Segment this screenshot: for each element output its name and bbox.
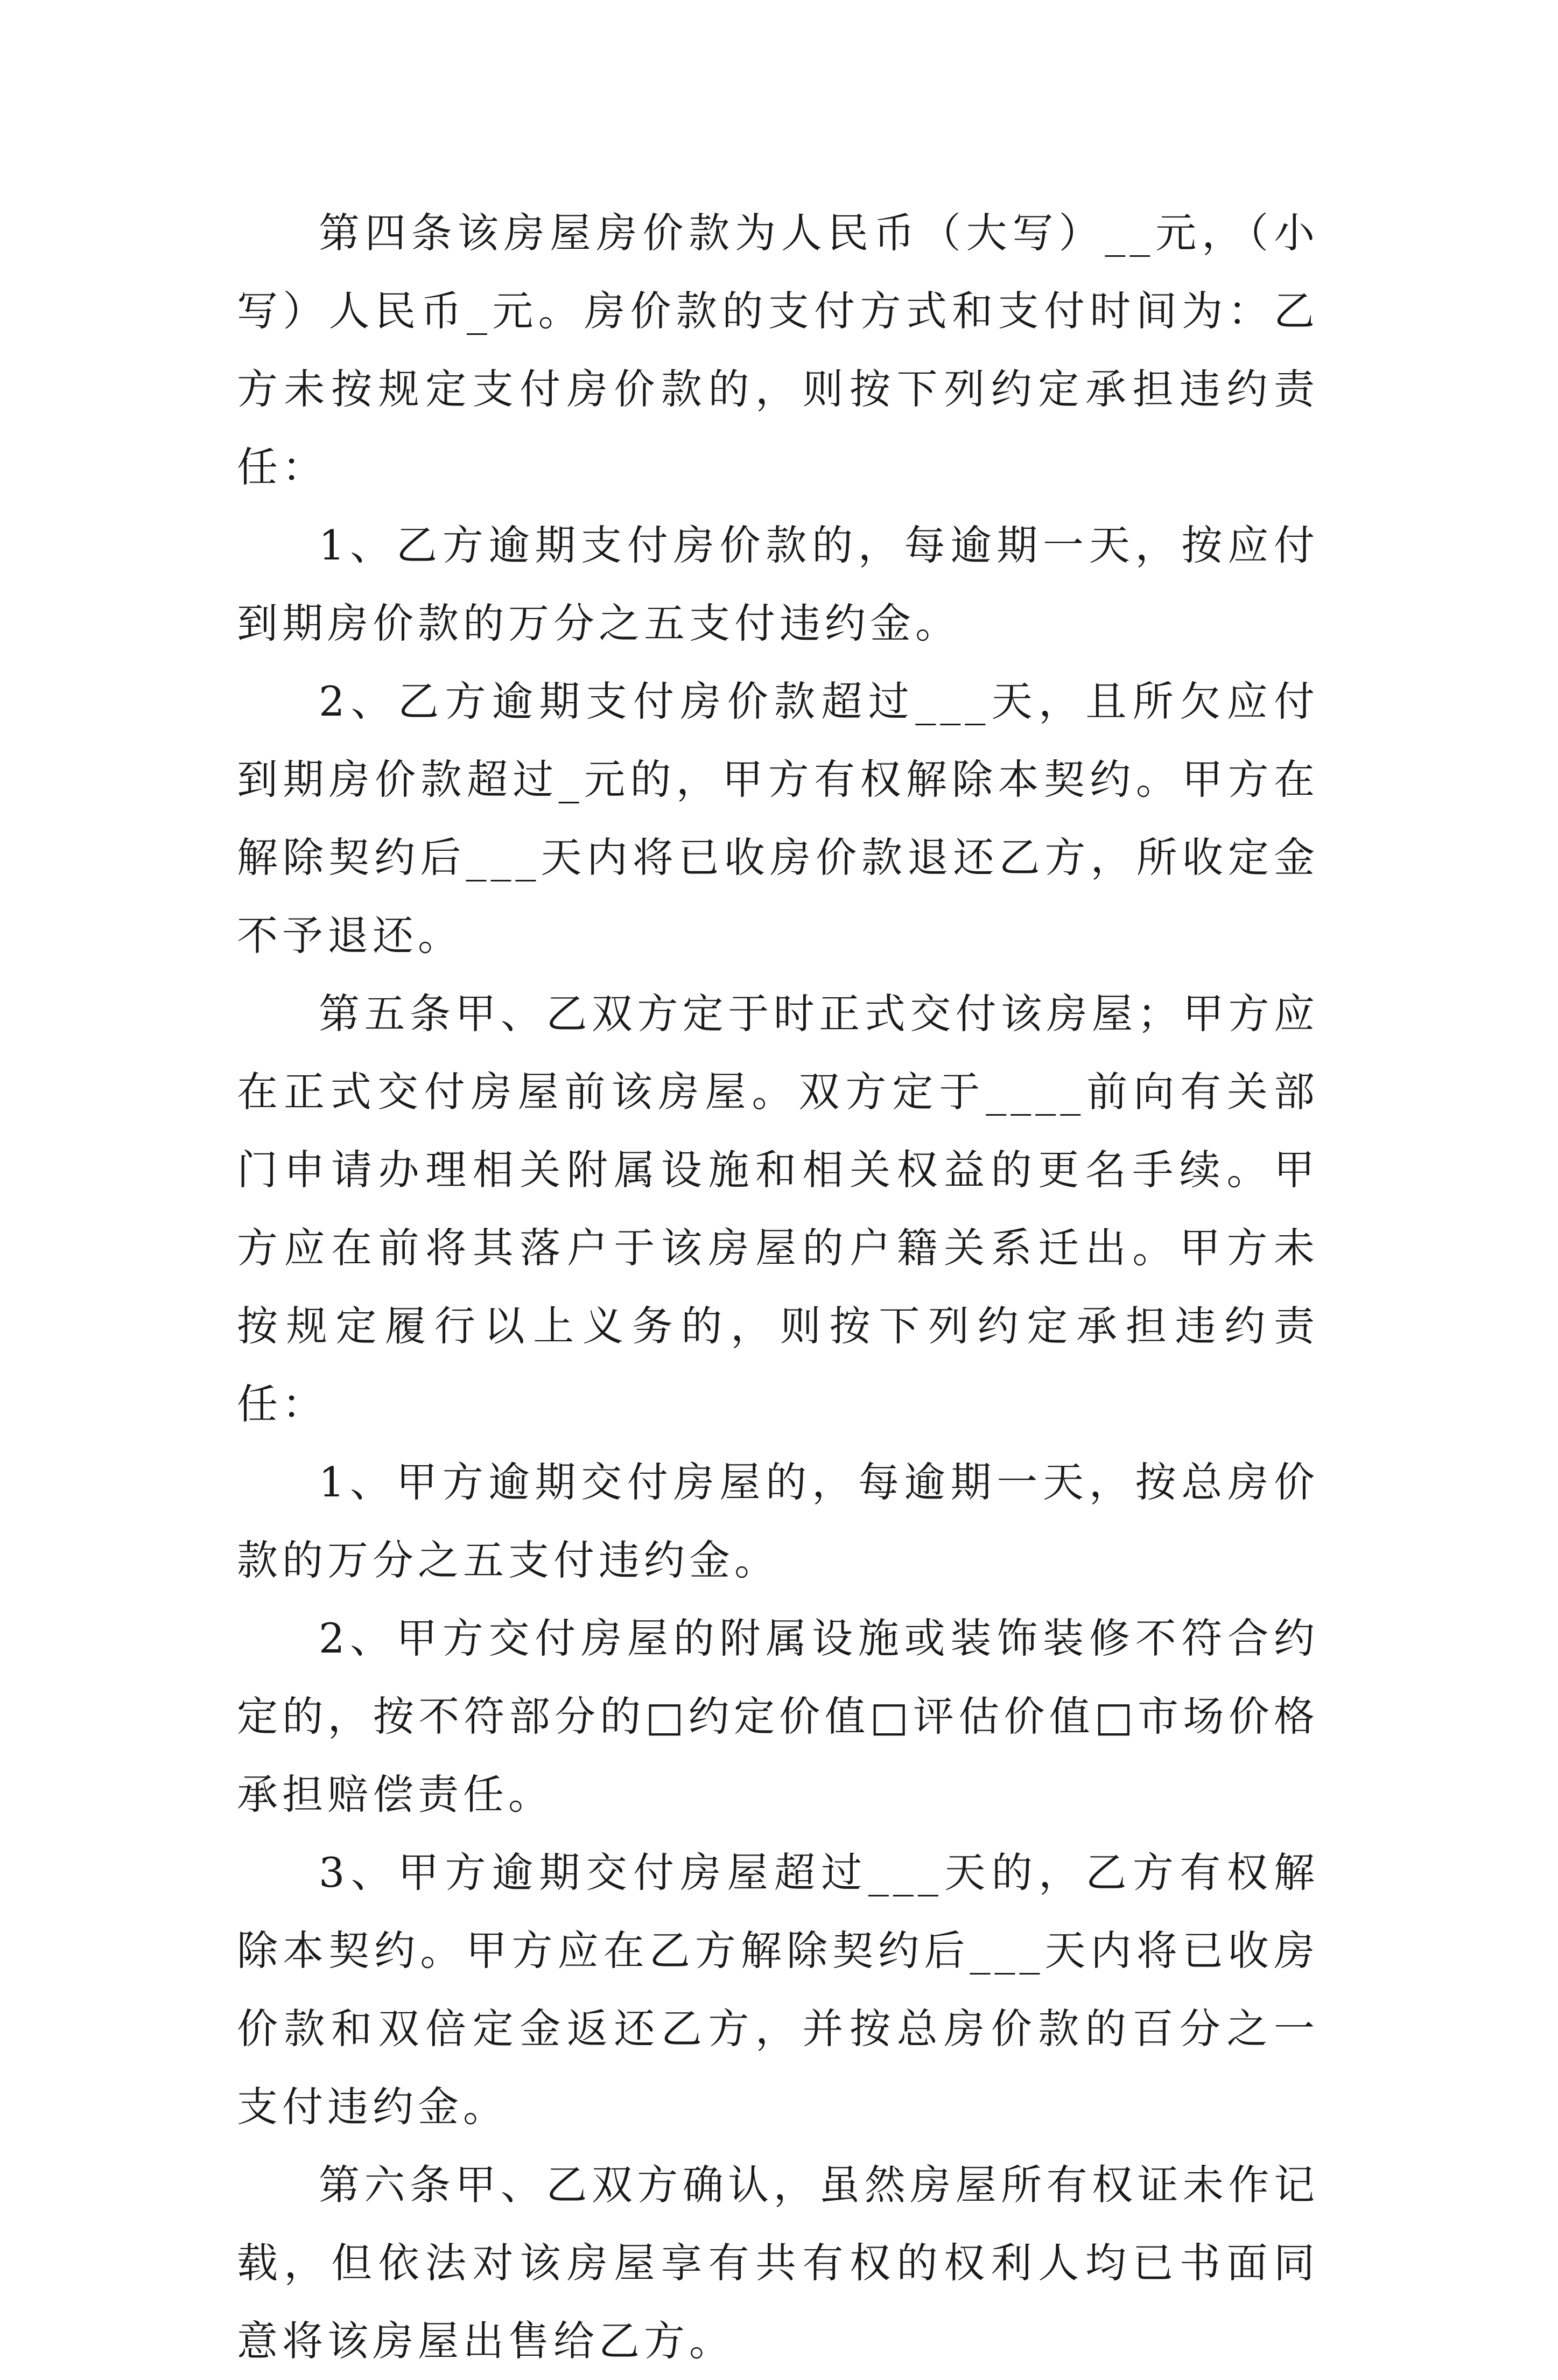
paragraph-article-4-clause-1: 1、乙方逾期支付房价款的，每逾期一天，按应付到期房价款的万分之五支付违约金。 — [237, 521, 1319, 647]
document-body — [237, 194, 1319, 2380]
paragraph-article-5: 第五条甲、乙双方定于时正式交付该房屋；甲方应在正式交付房屋前该房屋。双方定于____前向有关部门申请办理相关附属设施和相关权益的更名手续。甲方应在前将其落户于该房屋的户籍关系迁出。甲方未按规定履行以上义务的，则按下列约定承担违约责任： — [237, 990, 1319, 1428]
paragraph-article-4-clause-2: 2、乙方逾期支付房价款超过___天，且所欠应付到期房价款超过_元的，甲方有权解除本契约。甲方在解除契约后___天内将已收房价款退还乙方，所收定金不予退还。 — [237, 677, 1319, 960]
paragraph-article-5-clause-2: 2、甲方交付房屋的附属设施或装饰装修不符合约定的，按不符部分的□约定价值□评估价值□市场价格承担赔偿责任。 — [237, 1614, 1319, 1818]
paragraph-article-6: 第六条甲、乙双方确认，虽然房屋所有权证未作记载，但依法对该房屋享有共有权的权利人均已书面同意将该房屋出售给乙方。 — [237, 2161, 1319, 2365]
paragraph-article-4: 第四条该房屋房价款为人民币（大写）__元，（小写）人民币_元。房价款的支付方式和支付时间为：乙方未按规定支付房价款的，则按下列约定承担违约责任： — [237, 209, 1319, 491]
paragraph-article-5-clause-1: 1、甲方逾期交付房屋的，每逾期一天，按总房价款的万分之五支付违约金。 — [237, 1458, 1319, 1584]
paragraph-article-5-clause-3: 3、甲方逾期交付房屋超过___天的，乙方有权解除本契约。甲方应在乙方解除契约后___天内将已收房价款和双倍定金返还乙方，并按总房价款的百分之一支付违约金。 — [237, 1849, 1319, 2131]
